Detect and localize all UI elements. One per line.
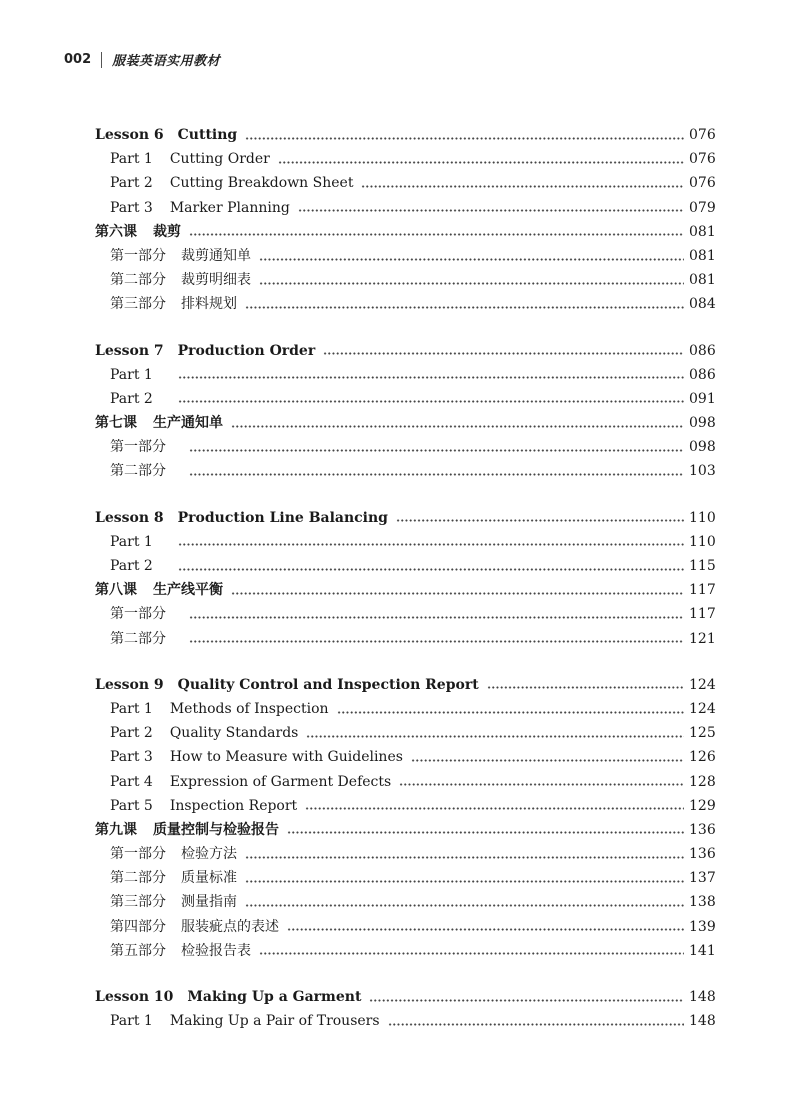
part-number: Part 1 [110,1013,153,1030]
part-row[interactable] [95,147,716,171]
cn-part-title: 裁剪明细表 [181,272,251,289]
dot-leader [189,233,684,236]
part-title: Cutting Breakdown Sheet [169,175,354,192]
lesson-label [95,339,315,363]
cn-part-number: 第一部分 [110,247,166,264]
page-ref: 081 [689,223,716,240]
dot-leader [323,352,684,355]
page-ref: 081 [689,272,716,289]
part-title: Inspection Report [169,797,298,814]
dot-leader [337,711,684,714]
cn-part-number: 第二部分 [110,272,166,289]
dot-leader [245,137,684,140]
cn-part-row[interactable] [95,939,716,963]
page-number: 002 [64,52,92,67]
lesson-row[interactable] [95,506,716,530]
page-ref: 128 [689,773,716,790]
book-title: 服装英语实用教材 [112,54,221,69]
cn-part-row[interactable] [95,866,716,890]
lesson-label [95,123,237,147]
cn-part-row[interactable] [95,435,716,459]
cn-part-label [110,292,237,316]
cn-lesson-label [95,411,223,435]
cn-part-label [110,939,251,963]
dot-leader [399,783,684,786]
part-label [110,745,403,769]
part-row[interactable] [95,530,716,554]
cn-part-number: 第二部分 [110,463,166,480]
lesson-label [95,506,388,530]
page-ref: 098 [689,415,716,432]
cn-part-title: 测量指南 [181,894,237,911]
page-ref: 124 [689,700,716,717]
cn-part-title: 质量标准 [181,870,237,887]
page-ref: 138 [689,894,716,911]
part-label [110,530,170,554]
cn-lesson-title: 生产通知单 [153,415,223,432]
dot-leader [245,856,684,859]
dot-leader [189,640,684,643]
cn-part-number: 第一部分 [110,606,166,623]
dot-leader [298,209,684,212]
dot-leader [178,376,684,379]
part-number: Part 2 [110,390,153,407]
page-ref: 129 [689,797,716,814]
lesson-number: Lesson 8 [95,509,164,526]
part-number: Part 5 [110,797,153,814]
dot-leader [278,161,684,164]
cn-part-label [110,627,181,651]
cn-part-row[interactable] [95,602,716,626]
lesson-group [95,985,716,1033]
lesson-title: Quality Control and Inspection Report [177,676,479,693]
cn-lesson-number: 第六课 [95,223,137,240]
lesson-row[interactable] [95,985,716,1009]
part-row[interactable] [95,1009,716,1033]
part-title: Marker Planning [169,199,290,216]
cn-part-title: 检验方法 [181,846,237,863]
cn-part-row[interactable] [95,292,716,316]
cn-part-number: 第二部分 [110,870,166,887]
cn-part-title: 检验报告表 [181,942,251,959]
dot-leader [178,568,684,571]
page-ref: 086 [689,366,716,383]
part-number: Part 1 [110,151,153,168]
cn-part-label [110,435,181,459]
part-title: Making Up a Pair of Trousers [169,1013,380,1030]
cn-part-row[interactable] [95,244,716,268]
dot-leader [287,928,684,931]
part-row[interactable] [95,697,716,721]
lesson-number: Lesson 10 [95,989,174,1005]
lesson-group [95,339,716,484]
page-ref: 091 [689,390,716,407]
page-ref: 117 [689,606,716,623]
part-title: Expression of Garment Defects [169,773,392,790]
lesson-group [95,506,716,651]
part-label [110,697,329,721]
part-number: Part 3 [110,199,153,216]
page-ref: 117 [689,582,716,599]
dot-leader [396,519,684,522]
part-label [110,554,170,578]
page-ref: 126 [689,749,716,766]
part-number: Part 2 [110,175,153,192]
part-title: How to Measure with Guidelines [169,749,403,766]
dot-leader [245,880,684,883]
part-title: Methods of Inspection [169,700,329,717]
page-ref: 110 [689,533,716,550]
cn-lesson-label [95,578,223,602]
lesson-number: Lesson 7 [95,342,164,359]
cn-part-row[interactable] [95,627,716,651]
cn-part-title: 裁剪通知单 [181,247,251,264]
cn-part-label [110,268,251,292]
page-ref: 086 [689,342,716,359]
cn-part-label [110,890,237,914]
page-ref: 115 [689,558,716,574]
cn-lesson-row[interactable] [95,818,716,842]
page-ref: 110 [689,509,716,526]
page-ref: 125 [689,725,716,742]
lesson-label [95,985,361,1009]
cn-part-number: 第二部分 [110,630,166,647]
cn-part-row[interactable] [95,268,716,292]
dot-leader [369,999,684,1002]
page-ref: 141 [689,942,716,959]
cn-part-label [110,459,181,483]
dot-leader [178,543,684,546]
dot-leader [388,1023,684,1026]
page-ref: 098 [689,439,716,456]
part-number: Part 3 [110,749,153,766]
lesson-group [95,123,716,317]
part-row[interactable] [95,363,716,387]
page-ref: 136 [689,846,716,863]
page-ref: 079 [689,199,716,216]
cn-part-number: 第五部分 [110,942,166,959]
part-row[interactable] [95,171,716,195]
cn-lesson-number: 第七课 [95,415,137,432]
page-ref: 137 [689,870,716,887]
cn-part-label [110,842,237,866]
dot-leader [306,735,684,738]
page-ref: 084 [689,296,716,313]
lesson-title: Cutting [177,127,238,143]
page-ref: 124 [689,676,716,693]
lesson-row[interactable] [95,339,716,363]
dot-leader [231,592,684,595]
page-ref: 139 [689,918,716,935]
page-ref: 081 [689,247,716,264]
part-row[interactable] [95,196,716,220]
page-ref: 136 [689,821,716,838]
cn-part-row[interactable] [95,459,716,483]
cn-part-title: 排料规划 [181,296,237,313]
dot-leader [231,425,684,428]
cn-lesson-title: 裁剪 [153,223,181,240]
cn-part-number: 第一部分 [110,846,166,863]
page-ref: 076 [689,175,716,192]
page-ref: 148 [689,1013,716,1030]
part-row[interactable] [95,745,716,769]
part-label [110,363,170,387]
dot-leader [245,904,684,907]
dot-leader [189,473,684,476]
part-label [110,147,270,171]
cn-part-row[interactable] [95,915,716,939]
lesson-title: Making Up a Garment [187,989,362,1005]
dot-leader [305,807,684,810]
lesson-group [95,673,716,963]
cn-part-label [110,602,181,626]
cn-part-row[interactable] [95,890,716,914]
cn-lesson-label [95,220,181,244]
cn-part-label [110,244,251,268]
lesson-title: Production Line Balancing [177,509,388,526]
page-ref: 076 [689,127,716,143]
page-ref: 148 [689,989,716,1005]
part-label [110,721,298,745]
dot-leader [189,449,684,452]
cn-part-row[interactable] [95,842,716,866]
lesson-title: Production Order [177,342,316,359]
cn-part-number: 第四部分 [110,918,166,935]
part-row[interactable] [95,721,716,745]
page-ref: 076 [689,151,716,168]
cn-lesson-title: 生产线平衡 [153,582,223,599]
part-row[interactable] [95,387,716,411]
cn-lesson-title: 质量控制与检验报告 [153,821,279,838]
lesson-row[interactable] [95,673,716,697]
page-ref: 103 [689,463,716,480]
part-number: Part 1 [110,366,153,383]
part-number: Part 2 [110,558,153,574]
part-title: Cutting Order [169,151,270,168]
cn-lesson-row[interactable] [95,578,716,602]
lesson-label [95,673,479,697]
part-number: Part 1 [110,533,153,550]
table-of-contents [95,123,716,1055]
part-label [110,387,170,411]
cn-lesson-number: 第八课 [95,582,137,599]
cn-part-number: 第三部分 [110,296,166,313]
dot-leader [487,686,684,689]
dot-leader [287,831,684,834]
part-row[interactable] [95,770,716,794]
cn-lesson-row[interactable] [95,220,716,244]
part-label [110,1009,380,1033]
lesson-row[interactable] [95,123,716,147]
part-row[interactable] [95,794,716,818]
part-number: Part 1 [110,700,153,717]
dot-leader [245,306,684,309]
lesson-number: Lesson 9 [95,676,164,693]
dot-leader [361,185,684,188]
cn-part-number: 第三部分 [110,894,166,911]
part-label [110,770,391,794]
cn-lesson-label [95,818,279,842]
dot-leader [259,952,684,955]
cn-part-label [110,915,279,939]
cn-part-number: 第一部分 [110,439,166,456]
page-ref: 121 [689,630,716,647]
part-label [110,794,297,818]
part-title: Quality Standards [169,725,299,742]
part-label [110,196,290,220]
dot-leader [411,759,684,762]
part-number: Part 2 [110,725,153,742]
lesson-number: Lesson 6 [95,127,164,143]
part-number: Part 4 [110,773,153,790]
part-row[interactable] [95,554,716,578]
dot-leader [189,616,684,619]
header-divider [101,52,102,68]
dot-leader [259,282,684,285]
cn-part-title: 服装疵点的表述 [181,918,279,935]
cn-lesson-number: 第九课 [95,821,137,838]
cn-lesson-row[interactable] [95,411,716,435]
dot-leader [178,400,684,403]
running-head [64,50,220,69]
part-label [110,171,353,195]
cn-part-label [110,866,237,890]
dot-leader [259,258,684,261]
